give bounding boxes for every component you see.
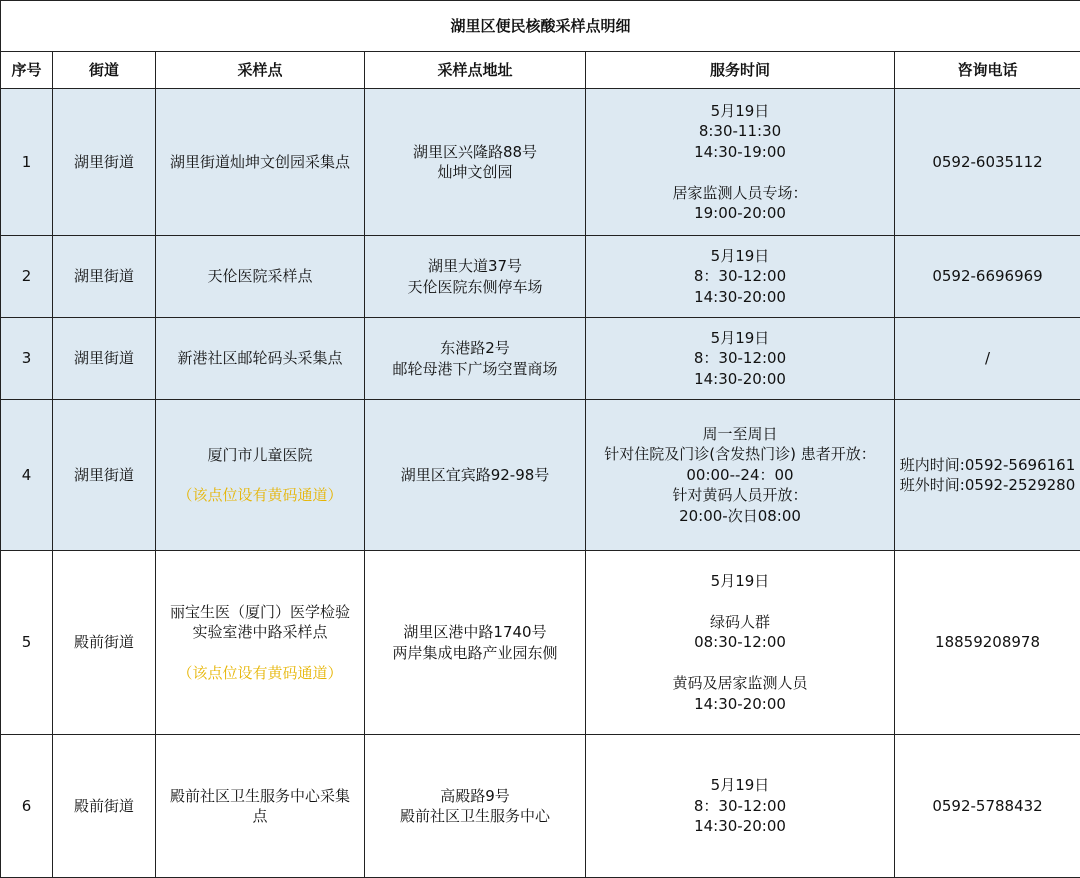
site-line: 天伦医院采样点 <box>207 267 313 286</box>
cell-street: 湖里街道 <box>53 89 156 236</box>
hours-line: 14:30-19:00 <box>694 142 786 161</box>
hours-line: 5月19日 <box>710 101 770 120</box>
hours-line: 19:00-20:00 <box>694 204 786 222</box>
phone-line: 0592-6696969 <box>932 267 1043 286</box>
cell-address <box>365 318 586 400</box>
site-line: 点 <box>252 807 268 825</box>
table-row <box>1 236 1080 318</box>
cell-address <box>365 236 586 318</box>
hours-line: 20:00-次日08:00 <box>679 506 801 525</box>
hours-line: 5月19日 <box>710 571 770 590</box>
hours-line: 周一至周日 <box>702 424 778 443</box>
cell-hours <box>586 400 895 551</box>
cell-address <box>365 400 586 551</box>
phone-line: / <box>984 349 991 368</box>
yellow-code-note: （该点位设有黄码通道） <box>177 486 343 504</box>
table-row <box>1 318 1080 400</box>
hours-line <box>588 591 892 612</box>
header-site: 采样点 <box>156 52 365 89</box>
yellow-code-note: （该点位设有黄码通道） <box>177 663 343 682</box>
address-line: 湖里区港中路1740号 <box>403 623 547 641</box>
header-hours: 服务时间 <box>586 52 895 89</box>
cell-street: 殿前街道 <box>53 735 156 878</box>
hours-line: 黄码及居家监测人员 <box>672 674 808 693</box>
cell-hours <box>586 735 895 878</box>
header-phone: 咨询电话 <box>895 52 1080 89</box>
cell-hours <box>586 551 895 735</box>
cell-no: 5 <box>1 551 53 735</box>
site-line: 新港社区邮轮码头采集点 <box>177 349 343 368</box>
header-street: 街道 <box>53 52 156 89</box>
cell-no: 2 <box>1 236 53 318</box>
cell-address <box>365 89 586 236</box>
address-line: 湖里区宜宾路92-98号 <box>400 465 550 484</box>
cell-phone <box>895 318 1080 400</box>
cell-phone <box>895 551 1080 735</box>
cell-site <box>156 400 365 551</box>
address-line: 东港路2号 <box>440 339 510 357</box>
hours-line <box>588 653 892 674</box>
hours-line: 14:30-20:00 <box>694 817 786 836</box>
cell-hours <box>586 236 895 318</box>
cell-street: 湖里街道 <box>53 236 156 318</box>
phone-line: 18859208978 <box>935 633 1041 652</box>
cell-street: 湖里街道 <box>53 400 156 551</box>
cell-hours <box>586 318 895 400</box>
address-line: 邮轮母港下广场空置商场 <box>392 359 558 378</box>
hours-line: 居家监测人员专场： <box>672 183 808 202</box>
cell-address <box>365 551 586 735</box>
cell-no: 6 <box>1 735 53 878</box>
site-line: 殿前社区卫生服务中心采集 <box>169 786 350 805</box>
cell-site <box>156 318 365 400</box>
table-title: 湖里区便民核酸采样点明细 <box>1 1 1080 52</box>
cell-site <box>156 735 365 878</box>
hours-line: 8：30-12:00 <box>693 267 787 286</box>
address-line: 湖里大道37号 <box>427 257 523 275</box>
cell-site <box>156 236 365 318</box>
phone-line: 班内时间:0592-5696161 <box>899 455 1076 474</box>
hours-line: 针对住院及门诊(含发热门诊) 患者开放： <box>604 445 876 464</box>
hours-line: 5月19日 <box>710 776 770 795</box>
hours-line: 14:30-20:00 <box>694 694 786 713</box>
hours-line: 8:30-11:30 <box>698 122 782 140</box>
address-line: 高殿路9号 <box>440 786 510 805</box>
cell-no: 4 <box>1 400 53 551</box>
hours-line: 绿码人群 <box>709 612 770 631</box>
site-line: 湖里街道灿坤文创园采集点 <box>169 152 350 171</box>
table-row <box>1 400 1080 551</box>
cell-site <box>156 551 365 735</box>
cell-street: 湖里街道 <box>53 318 156 400</box>
table-row <box>1 89 1080 236</box>
table-row <box>1 735 1080 878</box>
hours-line: 14:30-20:00 <box>694 287 786 306</box>
cell-address <box>365 735 586 878</box>
cell-street: 殿前街道 <box>53 551 156 735</box>
cell-phone <box>895 735 1080 878</box>
cell-no: 1 <box>1 89 53 236</box>
cell-phone <box>895 236 1080 318</box>
phone-line: 0592-6035112 <box>932 152 1043 171</box>
address-line: 灿坤文创园 <box>437 163 513 181</box>
address-line: 殿前社区卫生服务中心 <box>399 807 550 825</box>
site-line: 丽宝生医（厦门）医学检验 <box>169 602 350 621</box>
site-line: 实验室港中路采样点 <box>192 623 328 642</box>
address-line: 天伦医院东侧停车场 <box>407 277 543 296</box>
header-address: 采样点地址 <box>365 52 586 89</box>
site-line: 厦门市儿童医院 <box>207 445 313 464</box>
address-line: 两岸集成电路产业园东侧 <box>392 643 558 662</box>
cell-phone <box>895 89 1080 236</box>
hours-line: 14:30-20:00 <box>694 369 786 388</box>
cell-site <box>156 89 365 236</box>
table-row <box>1 551 1080 735</box>
hours-line <box>588 162 892 183</box>
cell-phone <box>895 400 1080 551</box>
hours-line: 5月19日 <box>710 328 770 347</box>
hours-line: 8：30-12:00 <box>693 796 787 815</box>
hours-line: 00:00--24：00 <box>686 465 794 484</box>
header-row <box>1 52 1080 89</box>
phone-line: 班外时间:0592-2529280 <box>899 476 1076 494</box>
cell-hours <box>586 89 895 236</box>
hours-line: 针对黄码人员开放： <box>672 486 808 505</box>
cell-no: 3 <box>1 318 53 400</box>
hours-line: 5月19日 <box>710 246 770 265</box>
phone-line: 0592-5788432 <box>932 796 1043 815</box>
header-no: 序号 <box>1 52 53 89</box>
hours-line: 08:30-12:00 <box>694 633 786 652</box>
hours-line: 8：30-12:00 <box>693 349 787 368</box>
address-line: 湖里区兴隆路88号 <box>412 142 538 161</box>
